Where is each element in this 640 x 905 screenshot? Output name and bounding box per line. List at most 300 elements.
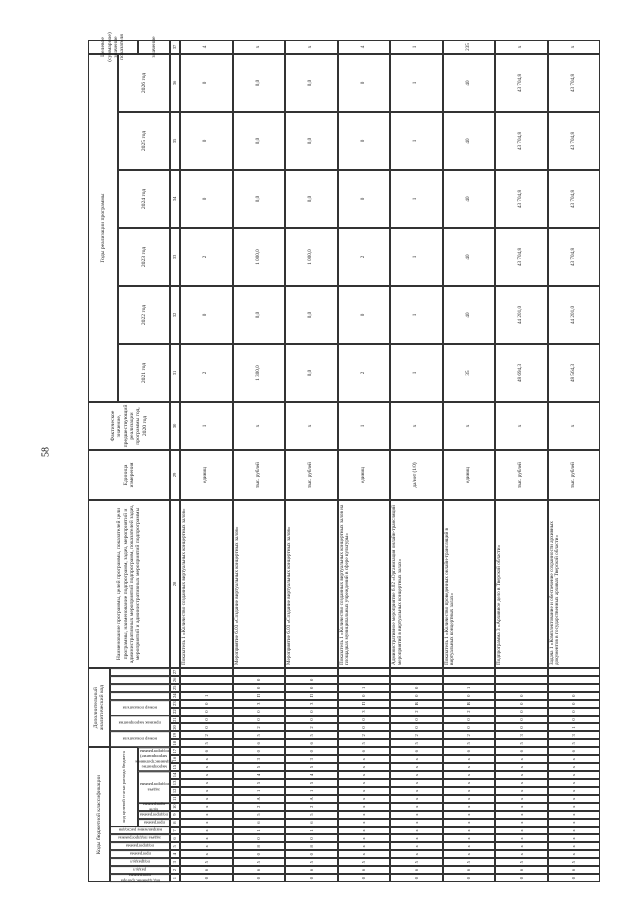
row-6-year-5 — [443, 112, 496, 170]
row-8-code-20: 1 — [548, 724, 601, 732]
row-8-year-2-text: 44 201,0 — [569, 305, 576, 325]
row-7-code-15: x — [495, 763, 548, 771]
row-2-code-3: 5 — [233, 858, 286, 866]
row-1-code-1: 0 — [180, 874, 233, 882]
year-header-3 — [118, 228, 170, 286]
code-col-header-5-text: подпрограмма — [125, 843, 155, 849]
row-5-target — [390, 40, 443, 54]
row-8-code-4: x — [548, 850, 601, 858]
row-6-name — [443, 500, 496, 668]
row-3-year-2-text: 0,0 — [307, 311, 314, 319]
row-5-code-18: 5 — [390, 739, 443, 747]
row-6-code-19: 2 — [443, 731, 496, 739]
row-1-fact — [180, 402, 233, 450]
row-5-code-8: x — [390, 819, 443, 827]
row-5-code-5: x — [390, 842, 443, 850]
row-7-code-13: x — [495, 779, 548, 787]
row-7-code-8: x — [495, 819, 548, 827]
row-6-code-24: 0 — [443, 692, 496, 700]
row-5-code-10: x — [390, 803, 443, 811]
row-1-year-5 — [180, 112, 233, 170]
row-8-year-1 — [548, 344, 601, 402]
col-number-2 — [170, 866, 180, 874]
col-number-16 — [170, 755, 180, 763]
row-6-year-1 — [443, 344, 496, 402]
col-number-29 — [170, 450, 180, 500]
rotated-table — [88, 32, 600, 884]
code-col-header-10 — [138, 803, 170, 811]
row-1-code-25 — [180, 684, 233, 692]
col-number-21-text: 21 — [172, 717, 178, 722]
row-4-code-25: 1 — [338, 684, 391, 692]
row-5-code-12: x — [390, 787, 443, 795]
col-number-4-text: 4 — [172, 853, 178, 856]
col-number-33 — [170, 228, 180, 286]
col-number-37 — [170, 40, 180, 54]
col-number-13-text: 13 — [172, 780, 178, 786]
row-4-year-5 — [338, 112, 391, 170]
row-7-code-11: x — [495, 795, 548, 803]
code-col-header-14 — [110, 716, 170, 732]
col-number-22-text: 22 — [172, 709, 178, 714]
row-6-code-26 — [443, 676, 496, 684]
row-6-code-13: x — [443, 779, 496, 787]
row-4-name — [338, 500, 391, 668]
col-number-1-text: 1 — [172, 876, 178, 880]
row-6-code-21: 0 — [443, 716, 496, 724]
row-4-code-16: x — [338, 755, 391, 763]
row-2-year-2-text: 0,0 — [254, 311, 261, 319]
row-2-code-23: 3 — [233, 700, 286, 708]
year-header-2-text: 2022 год — [140, 304, 147, 326]
col-number-32 — [170, 286, 180, 344]
col-number-31 — [170, 344, 180, 402]
name-header-text: Наименование программы, целей программы, показателей цели программы, наименование подпрограмм, задач, мероприятий и административных мероприятий подпрограмм, показателей задач, мероприятий и административных мероприятий подпрограммы — [116, 504, 142, 664]
code-col-header-2 — [110, 866, 170, 874]
year-header-4 — [118, 170, 170, 228]
row-1-code-14: x — [180, 771, 233, 779]
row-6-code-8: x — [443, 819, 496, 827]
row-1-year-2-text: 0 — [202, 313, 209, 317]
row-4-code-3: 5 — [338, 858, 391, 866]
row-3-unit-text: тыс. рублей — [307, 462, 314, 488]
code-col-header-3-text: подраздел — [130, 859, 150, 865]
row-5-fact — [390, 402, 443, 450]
row-7-year-2-text: 44 201,0 — [517, 305, 524, 325]
code-col-header-7 — [110, 827, 170, 835]
code-col-header-10-text: цель программы — [142, 801, 166, 812]
row-4-code-26 — [338, 676, 391, 684]
row-6-unit-text: единиц — [464, 467, 471, 483]
row-7-code-2: 6 — [495, 866, 548, 874]
col-number-2-text: 2 — [172, 868, 178, 872]
codes-sub-header-text: код целевой статьи расхода бюджета — [121, 751, 127, 823]
year-header-1-text: 2021 год — [140, 362, 147, 384]
row-8-code-21: 0 — [548, 716, 601, 724]
row-8-code-16: x — [548, 755, 601, 763]
row-7-fact-text: x — [517, 424, 524, 428]
code-col-header-8-text: программа — [143, 820, 165, 826]
row-2-code-17: 0 — [233, 747, 286, 755]
row-5-code-2: 6 — [390, 866, 443, 874]
row-3-year-3-text: 1 000,0 — [307, 249, 314, 265]
col-number-23 — [170, 700, 180, 708]
row-1-year-2 — [180, 286, 233, 344]
col-number-17 — [170, 747, 180, 755]
row-5-year-2-text: 1 — [412, 313, 419, 317]
row-7-code-10: x — [495, 803, 548, 811]
row-6-code-9: x — [443, 811, 496, 819]
row-6-code-25: 1 — [443, 684, 496, 692]
row-1-year-6-text: 0 — [202, 81, 209, 85]
row-8-code-15: x — [548, 763, 601, 771]
row-1-code-11: x — [180, 795, 233, 803]
col-number-20 — [170, 724, 180, 732]
row-5-code-7: x — [390, 827, 443, 835]
row-1-code-8: x — [180, 819, 233, 827]
year-header-2 — [118, 286, 170, 344]
row-6-code-3: 5 — [443, 858, 496, 866]
year-header-6-text: 2026 год — [140, 72, 147, 94]
row-4-fact — [338, 402, 391, 450]
col-number-18-text: 18 — [172, 741, 178, 746]
row-1-year-6 — [180, 54, 233, 112]
row-1-code-7: x — [180, 827, 233, 835]
row-3-code-11: A — [285, 795, 338, 803]
row-7-year-3-text: 43 704,8 — [517, 247, 524, 267]
row-5-year-6 — [390, 54, 443, 112]
col-number-6-text: 6 — [172, 837, 178, 840]
row-2-code-10: 2 — [233, 803, 286, 811]
row-2-code-4: 0 — [233, 850, 286, 858]
row-5-year-2 — [390, 286, 443, 344]
row-7-year-4-text: 43 704,8 — [517, 189, 524, 209]
row-5-target-text: 1 — [412, 45, 419, 49]
row-8-unit-text: тыс. рублей — [569, 462, 576, 488]
row-1-year-4 — [180, 170, 233, 228]
row-6-code-18: 5 — [443, 739, 496, 747]
code-col-header-4-text: программа — [129, 851, 151, 857]
row-5-code-4: x — [390, 850, 443, 858]
col-number-12 — [170, 787, 180, 795]
row-1-code-9: x — [180, 811, 233, 819]
row-8-code-19: 3 — [548, 731, 601, 739]
row-3-code-24: П — [285, 692, 338, 700]
code-col-header-4 — [110, 850, 170, 858]
col-number-5 — [170, 842, 180, 850]
row-8-code-5: x — [548, 842, 601, 850]
row-6-code-2: 6 — [443, 866, 496, 874]
row-7-code-7: x — [495, 827, 548, 835]
row-2-code-13: 5 — [233, 779, 286, 787]
row-7-code-14: x — [495, 771, 548, 779]
code-col-header-8 — [138, 819, 170, 827]
col-number-16-text: 16 — [172, 756, 178, 762]
row-3-code-12: 1 — [285, 787, 338, 795]
row-7-unit-text: тыс. рублей — [517, 462, 524, 488]
row-6-code-4: x — [443, 850, 496, 858]
row-3-code-18: 6 — [285, 739, 338, 747]
row-2-code-2: 6 — [233, 866, 286, 874]
row-4-code-11: x — [338, 795, 391, 803]
target-header-text: Целевое (суммарное) значение показателя — [100, 32, 126, 62]
row-7-code-24: 0 — [495, 692, 548, 700]
col-number-6 — [170, 834, 180, 842]
col-number-3-text: 3 — [172, 861, 178, 864]
row-2-code-22: 0 — [233, 708, 286, 716]
row-2-target-text: x — [254, 45, 261, 49]
col-number-11 — [170, 795, 180, 803]
row-6-name-text: Показатель 1 «Количество проведенных онлайн-трансляций в виртуальных концертных залах» — [443, 528, 456, 665]
row-8-year-3-text: 43 704,8 — [569, 247, 576, 267]
row-2-code-25: 0 — [233, 684, 286, 692]
row-6-year-2 — [443, 286, 496, 344]
year-header-3-text: 2023 год — [140, 246, 147, 268]
col-number-25 — [170, 684, 180, 692]
row-5-year-6-text: 1 — [412, 81, 419, 85]
row-6-code-23: В — [443, 700, 496, 708]
row-8-code-17: 6 — [548, 747, 601, 755]
row-6-code-5: x — [443, 842, 496, 850]
col-number-13 — [170, 779, 180, 787]
row-1-year-3-text: 2 — [202, 255, 209, 259]
row-2-fact-text: x — [254, 424, 261, 428]
col-number-27-text: 27 — [172, 669, 178, 675]
row-7-code-25 — [495, 684, 548, 692]
row-6-year-1-text: 35 — [464, 370, 471, 376]
budget-table — [88, 32, 600, 884]
codes-sub-header — [110, 747, 138, 826]
row-4-code-24: 0 — [338, 692, 391, 700]
row-4-code-8: x — [338, 819, 391, 827]
row-2-code-26: 0 — [233, 676, 286, 684]
row-4-code-10: x — [338, 803, 391, 811]
row-7-code-21: 0 — [495, 716, 548, 724]
row-2-year-5 — [233, 112, 286, 170]
code-col-header-13-text: номер показателя — [122, 736, 158, 742]
row-7-year-1-text: 48 694,3 — [517, 363, 524, 383]
row-1-code-4: x — [180, 850, 233, 858]
row-6-code-11: x — [443, 795, 496, 803]
row-2-fact — [233, 402, 286, 450]
row-2-year-2 — [233, 286, 286, 344]
col-number-35 — [170, 112, 180, 170]
row-3-unit — [285, 450, 338, 500]
code-col-header-1 — [110, 874, 170, 882]
row-4-code-20: 0 — [338, 724, 391, 732]
row-3-code-10: 2 — [285, 803, 338, 811]
col-number-25-text: 25 — [172, 685, 178, 691]
row-2-code-8: 6 — [233, 819, 286, 827]
program-years-header-text: Годы реализации программы — [99, 193, 106, 263]
row-4-code-4: x — [338, 850, 391, 858]
row-1-code-19: 2 — [180, 731, 233, 739]
col-number-3 — [170, 858, 180, 866]
col-number-22 — [170, 708, 180, 716]
row-2-code-18: 6 — [233, 739, 286, 747]
row-3-code-25: 0 — [285, 684, 338, 692]
code-col-header-9-text: подпрограмма — [139, 812, 169, 818]
row-8-year-6-text: 43 704,8 — [569, 73, 576, 93]
row-1-code-12: x — [180, 787, 233, 795]
row-8-name-text: Задача 1 «Комплектование и обеспечение сохранности архивных документов в государственных архивах Тверской области» — [548, 521, 561, 665]
col-number-7 — [170, 827, 180, 835]
target-value-header-text: значение — [150, 36, 157, 58]
code-col-header-6-text: задача подпрограммы — [118, 836, 162, 842]
row-4-code-6: x — [338, 834, 391, 842]
year-header-5-text: 2025 год — [140, 130, 147, 152]
row-5-fact-text: x — [412, 424, 419, 428]
row-7-year-6 — [495, 54, 548, 112]
row-7-fact — [495, 402, 548, 450]
row-1-target-text: 4 — [202, 45, 209, 49]
row-8-year-4-text: 43 704,8 — [569, 189, 576, 209]
row-4-code-22: 3 — [338, 708, 391, 716]
code-col-header-6 — [110, 834, 170, 842]
col-number-29-text: 29 — [172, 472, 178, 478]
row-3-code-5: 8 — [285, 842, 338, 850]
row-1-code-5: x — [180, 842, 233, 850]
col-number-7-text: 7 — [172, 829, 178, 832]
row-5-code-11: x — [390, 795, 443, 803]
code-col-header-11 — [138, 771, 170, 803]
row-5-year-1 — [390, 344, 443, 402]
row-4-year-1 — [338, 344, 391, 402]
row-4-code-21: 0 — [338, 716, 391, 724]
row-8-year-5 — [548, 112, 601, 170]
row-5-code-17: 6 — [390, 747, 443, 755]
row-3-code-15: 5 — [285, 763, 338, 771]
col-number-34-text: 34 — [172, 196, 178, 202]
row-6-year-3 — [443, 228, 496, 286]
row-2-code-7: 1 — [233, 827, 286, 835]
col-number-8 — [170, 819, 180, 827]
row-7-code-18: 5 — [495, 739, 548, 747]
col-number-32-text: 32 — [172, 312, 178, 318]
col-number-31-text: 31 — [172, 370, 178, 376]
row-6-code-15: x — [443, 763, 496, 771]
codes-group-header-text: Коды бюджетной классификации — [95, 775, 102, 855]
row-6-code-27 — [443, 668, 496, 676]
row-8-code-8: x — [548, 819, 601, 827]
col-number-9 — [170, 811, 180, 819]
row-6-target-text: 235 — [464, 43, 471, 51]
row-1-code-17: 6 — [180, 747, 233, 755]
row-3-target-text: x — [307, 45, 314, 49]
row-1-code-13: x — [180, 779, 233, 787]
col-number-35-text: 35 — [172, 138, 178, 144]
row-3-code-27 — [285, 668, 338, 676]
row-6-target — [443, 40, 496, 54]
row-1-unit — [180, 450, 233, 500]
row-3-code-2: 6 — [285, 866, 338, 874]
row-5-code-23: В — [390, 700, 443, 708]
row-7-code-26 — [495, 676, 548, 684]
row-3-code-21: 0 — [285, 716, 338, 724]
row-4-year-4 — [338, 170, 391, 228]
col-number-26 — [170, 676, 180, 684]
row-4-year-6-text: 0 — [359, 81, 366, 85]
row-7-year-2 — [495, 286, 548, 344]
code-col-header-14-text: признак мероприятия — [118, 721, 162, 727]
row-4-fact-text: 1 — [359, 424, 366, 428]
col-number-17-text: 17 — [172, 748, 178, 754]
col-number-4 — [170, 850, 180, 858]
row-7-year-6-text: 43 704,8 — [517, 73, 524, 93]
row-6-code-16: x — [443, 755, 496, 763]
row-1-year-5-text: 0 — [202, 139, 209, 143]
row-1-unit-text: единиц — [202, 467, 209, 483]
col-number-34 — [170, 170, 180, 228]
col-number-19 — [170, 731, 180, 739]
row-5-name-text: Административное мероприятие 6.02 «Организация онлайн-трансляций мероприятий в виртуальных концертных залах» — [391, 505, 403, 665]
row-7-year-1 — [495, 344, 548, 402]
row-7-code-20: 0 — [495, 724, 548, 732]
row-8-code-24: 0 — [548, 692, 601, 700]
row-8-unit — [548, 450, 601, 500]
fact-header — [88, 402, 170, 450]
col-number-30 — [170, 402, 180, 450]
row-4-unit — [338, 450, 391, 500]
row-4-code-9: x — [338, 811, 391, 819]
row-8-code-23: 0 — [548, 700, 601, 708]
row-3-code-19: 5 — [285, 731, 338, 739]
row-6-code-6: x — [443, 834, 496, 842]
row-3-year-6 — [285, 54, 338, 112]
row-4-code-1: 0 — [338, 874, 391, 882]
page-number: 58 — [40, 447, 52, 457]
row-3-year-1-text: 0,0 — [307, 369, 314, 377]
row-6-code-7: x — [443, 827, 496, 835]
row-7-code-19: 3 — [495, 731, 548, 739]
row-3-code-22: 0 — [285, 708, 338, 716]
col-number-1 — [170, 874, 180, 882]
row-8-year-5-text: 43 704,8 — [569, 131, 576, 151]
code-col-header-1-text: код администратора программы — [120, 873, 160, 884]
row-1-code-24: 1 — [180, 692, 233, 700]
row-8-code-6: x — [548, 834, 601, 842]
row-6-unit — [443, 450, 496, 500]
rotated-table-frame — [88, 32, 600, 884]
year-header-1 — [118, 344, 170, 402]
row-8-code-26 — [548, 676, 601, 684]
row-2-code-16: 3 — [233, 755, 286, 763]
row-3-year-3 — [285, 228, 338, 286]
row-3-code-16: 3 — [285, 755, 338, 763]
col-number-10-text: 10 — [172, 804, 178, 809]
row-1-code-3: 5 — [180, 858, 233, 866]
name-header — [88, 500, 170, 668]
row-7-target — [495, 40, 548, 54]
row-7-code-12: x — [495, 787, 548, 795]
row-5-code-24: 0 — [390, 692, 443, 700]
row-4-unit-text: единиц — [359, 467, 366, 483]
row-7-code-23: 0 — [495, 700, 548, 708]
row-5-code-13: x — [390, 779, 443, 787]
row-5-code-25: 0 — [390, 684, 443, 692]
row-1-code-10: x — [180, 803, 233, 811]
row-8-code-22: 0 — [548, 708, 601, 716]
row-1-code-16: x — [180, 755, 233, 763]
row-8-year-1-text: 48 564,3 — [569, 363, 576, 383]
row-5-year-3 — [390, 228, 443, 286]
row-7-target-text: x — [517, 45, 524, 49]
row-8-code-7: x — [548, 827, 601, 835]
row-1-code-18: 5 — [180, 739, 233, 747]
row-2-code-20: 2 — [233, 724, 286, 732]
unit-header-text: Единица измерения — [122, 462, 135, 488]
row-5-year-3-text: 1 — [412, 255, 419, 259]
